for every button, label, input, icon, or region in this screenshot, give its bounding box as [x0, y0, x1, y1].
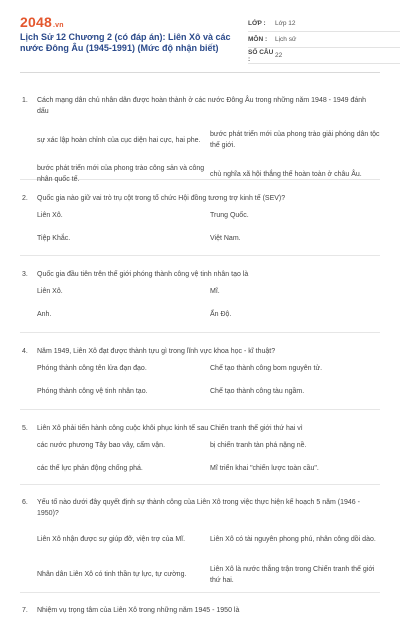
- question-number: 4.: [22, 348, 28, 355]
- answer-option[interactable]: Liên Xô có tài nguyên phong phú, nhân công dồi dào.: [210, 536, 376, 543]
- answer-option[interactable]: chủ nghĩa xã hội thắng thế hoàn toàn ở châu Âu.: [210, 170, 362, 178]
- answer-option[interactable]: Phóng thành công vệ tinh nhân tạo.: [37, 388, 148, 395]
- meta-table: [248, 16, 400, 64]
- meta-row-count: [248, 48, 400, 64]
- answer-option[interactable]: Anh.: [37, 311, 52, 318]
- answer-options: [37, 434, 380, 480]
- question-number: 2.: [22, 195, 28, 202]
- question-text: Năm 1949, Liên Xô đạt được thành tựu gì trong lĩnh vực khoa học - kĩ thuật?: [37, 348, 276, 355]
- meta-row-class: [248, 16, 400, 32]
- answer-option[interactable]: Liên Xô nhận được sự giúp đỡ, viện trợ của Mĩ.: [37, 536, 186, 543]
- question-text: Quốc gia đầu tiên trên thế giới phóng thành công vệ tinh nhân tạo là: [37, 271, 249, 278]
- question-text: Cách mạng dân chủ nhân dân được hoàn thành ở các nước Đông Âu trong những năm 1948 - 1949 đánh dấu: [37, 97, 367, 115]
- site-logo[interactable]: [20, 14, 64, 30]
- answer-option[interactable]: Chế tạo thành công tàu ngầm.: [210, 388, 305, 395]
- question-text: Yếu tố nào dưới đây quyết định sự thành công của Liên Xô trong việc thực hiện kế hoạch 5 năm (1946 - 1950)?: [37, 499, 360, 517]
- answer-option[interactable]: Liên Xô là nước thắng trận trong Chiến tranh thế giới thứ hai.: [210, 565, 375, 584]
- logo-main: 2048: [20, 14, 52, 30]
- logo-suffix: .vn: [52, 22, 64, 29]
- answer-options: [37, 204, 380, 250]
- question-4: [20, 333, 380, 410]
- answer-option[interactable]: Ấn Độ.: [210, 311, 232, 318]
- answer-option[interactable]: Trung Quốc.: [210, 212, 249, 219]
- question-7: [20, 593, 380, 623]
- question-5: [20, 410, 380, 485]
- answer-option[interactable]: Liên Xô.: [37, 212, 63, 219]
- answer-option[interactable]: Nhân dân Liên Xô có tinh thần tự lực, tự cường.: [37, 571, 187, 578]
- answer-option[interactable]: Phóng thành công tên lửa đạn đạo.: [37, 365, 147, 372]
- meta-value: Lịch sử: [275, 36, 297, 43]
- answer-options: [37, 357, 380, 403]
- answer-option[interactable]: bước phát triển mới của phong trào giải phóng dân tộc thế giới.: [210, 131, 380, 149]
- page-title: Lịch Sử 12 Chương 2 (có đáp án): Liên Xô và các nước Đông Âu (1945-1991) (Mức độ nhận biết): [20, 32, 231, 53]
- question-6: [20, 485, 380, 593]
- meta-row-subject: [248, 32, 400, 48]
- question-number: 7.: [22, 607, 28, 614]
- question-number: 3.: [22, 271, 28, 278]
- answer-options: [37, 522, 380, 592]
- answer-option[interactable]: Việt Nam.: [210, 235, 241, 242]
- question-text: Nhiệm vụ trọng tâm của Liên Xô trong những năm 1945 - 1950 là: [37, 607, 240, 614]
- meta-key: MÔN :: [248, 36, 268, 43]
- answer-option[interactable]: các thế lực phản động chống phá.: [37, 465, 143, 472]
- meta-value: 22: [275, 52, 283, 59]
- question-2: [20, 180, 380, 256]
- answer-option[interactable]: Tiệp Khắc.: [37, 235, 71, 242]
- meta-value: Lớp 12: [275, 20, 296, 27]
- answer-option[interactable]: các nước phương Tây bao vây, cấm vận.: [37, 442, 166, 449]
- meta-key: LỚP :: [248, 20, 266, 27]
- question-1: [20, 73, 380, 183]
- question-3: [20, 256, 380, 333]
- answer-option[interactable]: Liên Xô.: [37, 288, 63, 295]
- answer-option[interactable]: bước phát triển mới của phong trào công sản và công nhân quốc tế.: [37, 165, 205, 183]
- question-text: Liên Xô phải tiến hành công cuộc khôi phục kinh tế sau Chiến tranh thế giới thứ hai vì: [37, 425, 303, 432]
- answer-option[interactable]: Mĩ.: [210, 288, 220, 295]
- question-number: 5.: [22, 425, 28, 432]
- answer-options: [37, 280, 380, 326]
- answer-option[interactable]: Mĩ triển khai "chiến lược toàn cầu".: [210, 465, 319, 472]
- header: [20, 14, 380, 72]
- answer-option[interactable]: bị chiến tranh tàn phá nặng nề.: [210, 442, 307, 449]
- question-number: 1.: [22, 97, 28, 104]
- answer-option[interactable]: Chế tạo thành công bom nguyên tử.: [210, 365, 323, 372]
- answer-option[interactable]: sự xác lập hoàn chỉnh của cục diện hai cực, hai phe.: [37, 136, 201, 144]
- meta-key: SỐ CÂU :: [248, 48, 274, 63]
- question-text: Quốc gia nào giữ vai trò trụ cột trong tổ chức Hội đồng tương trợ kinh tế (SEV)?: [37, 195, 286, 202]
- question-number: 6.: [22, 499, 28, 506]
